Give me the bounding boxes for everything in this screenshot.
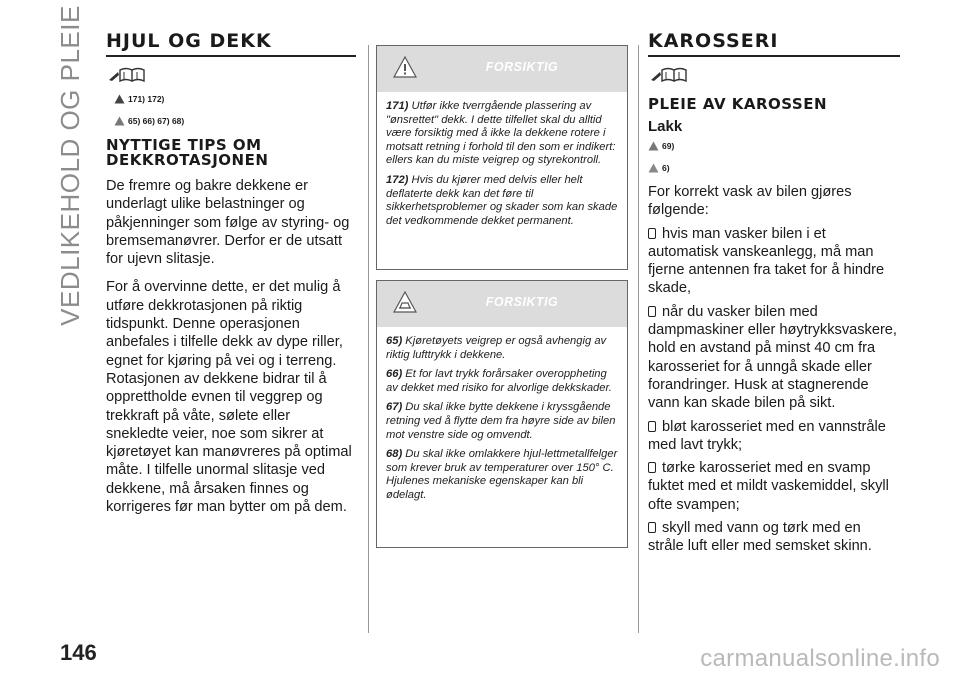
subheading-line-2: DEKKROTASJONEN [106, 151, 269, 169]
bullet-box-icon [648, 462, 656, 473]
caution-car-icon [114, 116, 125, 126]
caution-item-number: 171) [386, 100, 409, 112]
column-divider-left [368, 45, 369, 633]
manual-book-icon [648, 64, 688, 86]
warning-triangle-icon [114, 94, 125, 104]
bullet-box-icon [648, 228, 656, 239]
page-number: 146 [60, 640, 97, 665]
section-side-label [40, 4, 100, 326]
footer-watermark: carmanualsonline.info [700, 645, 940, 672]
caution-item-text: Du skal ikke bytte dekkene i kryssgående retning ved å flytte dem fra høyre side av bilen mot venstre side og omvendt. [386, 401, 616, 441]
caution-ref-1 [114, 116, 356, 126]
warning-ref-1 [114, 94, 356, 104]
caution-item-172 [386, 174, 618, 228]
caution-item-68 [386, 448, 618, 502]
heading-hjul-og-dekk: HJUL OG DEKK [106, 30, 356, 57]
subheading-tips [106, 138, 356, 168]
caution-box-1-title: FORSIKTIG [485, 60, 559, 74]
column-divider-right [638, 45, 639, 633]
note-drop-icon [648, 163, 659, 173]
bullet-box-icon [648, 522, 656, 533]
caution-item-number: 172) [386, 173, 409, 186]
right-column [648, 30, 900, 556]
bullet-item-4 [648, 459, 900, 514]
caution-item-67 [386, 401, 618, 442]
manual-book-icon [106, 64, 146, 86]
caution-box-1 [376, 45, 628, 270]
bullet-text: hvis man vasker bilen i et automatisk vanskeanlegg, må man fjerne antennen fra taket for å hindre skade, [648, 225, 885, 297]
left-column [106, 30, 356, 516]
caution-item-text: Kjøretøyets veigrep er også avhengig av riktig lufttrykk i dekkene. [386, 335, 607, 361]
caution-ref-text: 65) 66) 67) 68) [128, 116, 185, 126]
bullet-text: skyll med vann og tørk med en stråle luft eller med semsket skinn. [648, 520, 872, 555]
bullet-box-icon [648, 421, 656, 432]
caution-ref-2 [648, 141, 900, 151]
caution-item-number: 65) [386, 335, 403, 347]
intro-paragraph: For korrekt vask av bilen gjøres følgende: [648, 184, 852, 219]
caution-item-171 [386, 100, 618, 168]
subheading-pleie: PLEIE AV KAROSSEN [648, 95, 828, 113]
caution-item-number: 68) [386, 448, 403, 461]
caution-item-text: Et for lavt trykk forårsaker overoppheting av dekket med risiko for alvorlige dekkskader. [386, 368, 612, 394]
subheading-line-1: NYTTIGE TIPS OM [106, 136, 262, 154]
bullet-item-2 [648, 303, 900, 413]
caution-car-icon [648, 141, 659, 151]
bullet-box-icon [648, 306, 656, 317]
paragraph-1: De fremre og bakre dekkene er underlagt ulike belastninger og påkjenninger som følge av styring- og bremsemanøvrer. Derfor er de utsatt for ujevn slitasje. [106, 178, 350, 268]
section-lakk: Lakk [648, 118, 683, 135]
caution-item-65 [386, 335, 618, 362]
bullet-text: når du vasker bilen med dampmaskiner eller høytrykksvaskere, hold en avstand på minst 40 cm fra karosseriet for å unngå skade eller forandringer. Husk at stagnerende vann kan skade bilen på sikt. [648, 303, 897, 412]
caution-item-text: Utfør ikke tverrgående plassering av "ønsrettet" dekk. I dette tilfellet skal du alltid være forsiktig med å ikke la dekkene rotere i motsatt retning i forhold til den som er indikert: ellers kan du miste veigrep og styrekontroll. [386, 100, 616, 167]
caution-item-number: 67) [386, 401, 403, 414]
caution-item-text: Hvis du kjører med delvis eller helt deflaterte dekk kan det føre til sikkerhetsproblemer og skader som kan skade det vedkommende dekket permanent. [386, 173, 618, 227]
caution-item-66 [386, 368, 618, 395]
warning-ref-text: 171) 172) [128, 94, 165, 104]
bullet-item-5 [648, 519, 900, 556]
bullet-text: bløt karosseriet med en vannstråle med lavt trykk; [648, 418, 886, 453]
caution-box-2-title: FORSIKTIG [485, 295, 559, 309]
note-ref-text: 6) [662, 163, 670, 173]
side-label-text: VEDLIKEHOLD OG PLEIE [54, 4, 85, 326]
bullet-item-1 [648, 225, 900, 298]
caution-box-2-header [377, 281, 627, 327]
caution-box-1-header [377, 46, 627, 92]
caution-item-number: 66) [386, 368, 403, 381]
bullet-item-3 [648, 418, 900, 455]
note-ref-1 [648, 163, 900, 173]
paragraph-2: For å overvinne dette, er det mulig å utføre dekkrotasjonen på riktig tidspunkt. Denne operasjonen anbefales i tilfelle dekk av dype riller, egnet for kjøring på vei og i terreng. Rotasjonen av dekkene bidrar til å opprettholde evnen til veggrep og trekkraft på våte, sølete eller snekledte veier, noe som sikrer at kjøretøyet kan manøvreres på optimal måte. I tilfelle unormal slitasje ved dekkene, må årsaken finnes og korrigeres før man bytter om på dem. [106, 279, 352, 516]
heading-karosseri: KAROSSERI [648, 30, 900, 57]
bullet-text: tørke karosseriet med en svamp fuktet med et mildt vaskemiddel, skyll ofte svampen; [648, 460, 889, 513]
caution-box-2 [376, 280, 628, 548]
caution-item-text: Du skal ikke omlakkere hjul-lettmetallfelger som krever bruk av temperaturer over 150° C. Hjulenes mekaniske egenskaper kan bli ødelagt. [386, 448, 618, 501]
caution-ref-text: 69) [662, 141, 675, 151]
